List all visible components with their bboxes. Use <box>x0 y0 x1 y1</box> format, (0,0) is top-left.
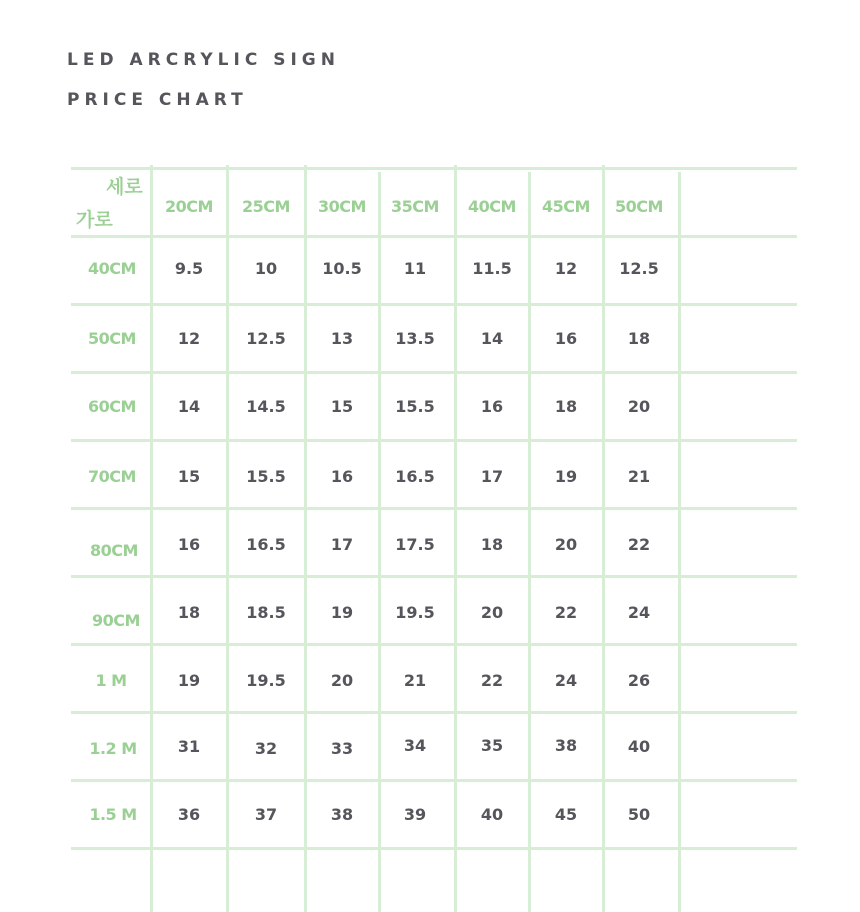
price-cell: 12 <box>554 258 578 278</box>
price-cell: 12.5 <box>619 258 659 278</box>
grid-row-line <box>71 235 797 238</box>
row-header: 60CM <box>88 396 136 416</box>
price-cell: 14.5 <box>246 396 286 416</box>
row-header: 50CM <box>88 328 136 348</box>
price-cell: 19.5 <box>246 670 286 690</box>
price-cell: 16 <box>330 466 354 486</box>
price-cell: 19 <box>330 602 354 622</box>
price-cell: 22 <box>627 534 651 554</box>
price-cell: 19 <box>177 670 201 690</box>
price-cell: 19 <box>554 466 578 486</box>
price-cell: 16 <box>177 534 201 554</box>
price-cell: 22 <box>480 670 504 690</box>
row-header: 40CM <box>88 258 136 278</box>
price-cell: 11 <box>403 258 427 278</box>
price-cell: 36 <box>177 804 201 824</box>
column-header: 25CM <box>242 196 290 216</box>
price-cell: 10 <box>254 258 278 278</box>
row-header: 1.5 M <box>89 804 137 824</box>
row-header: 80CM <box>90 540 138 560</box>
price-cell: 32 <box>254 738 278 758</box>
row-header: 1 M <box>95 670 127 690</box>
column-header: 35CM <box>391 196 439 216</box>
price-cell: 12.5 <box>246 328 286 348</box>
price-cell: 34 <box>403 735 427 755</box>
grid-column-line <box>226 165 229 912</box>
chart-title: LED ARCRYLIC SIGN <box>67 50 340 70</box>
price-cell: 20 <box>627 396 651 416</box>
price-cell: 18 <box>480 534 504 554</box>
chart-subtitle: PRICE CHART <box>67 90 248 110</box>
price-cell: 13 <box>330 328 354 348</box>
price-cell: 16.5 <box>395 466 435 486</box>
price-cell: 39 <box>403 804 427 824</box>
price-cell: 33 <box>330 738 354 758</box>
grid-row-line <box>71 439 797 442</box>
price-cell: 16.5 <box>246 534 286 554</box>
grid-row-line <box>71 779 797 782</box>
column-header: 50CM <box>615 196 663 216</box>
price-cell: 15.5 <box>395 396 435 416</box>
price-cell: 40 <box>627 736 651 756</box>
price-cell: 11.5 <box>472 258 512 278</box>
price-cell: 14 <box>480 328 504 348</box>
price-cell: 9.5 <box>174 258 204 278</box>
price-cell: 24 <box>627 602 651 622</box>
price-cell: 16 <box>554 328 578 348</box>
row-header: 70CM <box>88 466 136 486</box>
price-cell: 40 <box>480 804 504 824</box>
row-header: 90CM <box>92 610 140 630</box>
price-cell: 13.5 <box>395 328 435 348</box>
price-cell: 21 <box>403 670 427 690</box>
column-header: 20CM <box>165 196 213 216</box>
price-cell: 16 <box>480 396 504 416</box>
price-cell: 50 <box>627 804 651 824</box>
grid-row-line <box>71 575 797 578</box>
grid-row-line <box>71 167 797 170</box>
price-cell: 45 <box>554 804 578 824</box>
price-cell: 18 <box>177 602 201 622</box>
price-cell: 15 <box>330 396 354 416</box>
price-cell: 21 <box>627 466 651 486</box>
price-cell: 20 <box>330 670 354 690</box>
grid-row-line <box>71 711 797 714</box>
price-cell: 15 <box>177 466 201 486</box>
price-cell: 18 <box>554 396 578 416</box>
price-cell: 19.5 <box>395 602 435 622</box>
corner-vertical-label: 세로 <box>106 176 143 198</box>
price-cell: 14 <box>177 396 201 416</box>
column-header: 40CM <box>468 196 516 216</box>
price-cell: 35 <box>480 735 504 755</box>
price-cell: 17 <box>330 534 354 554</box>
price-cell: 38 <box>554 735 578 755</box>
row-header: 1.2 M <box>89 738 137 758</box>
price-cell: 20 <box>480 602 504 622</box>
grid-row-line <box>71 643 797 646</box>
column-header: 45CM <box>542 196 590 216</box>
grid-column-line <box>678 172 681 912</box>
column-header: 30CM <box>318 196 366 216</box>
corner-horizontal-label: 가로 <box>76 209 113 231</box>
grid-row-line <box>71 371 797 374</box>
price-cell: 18.5 <box>246 602 286 622</box>
price-cell: 15.5 <box>246 466 286 486</box>
price-cell: 26 <box>627 670 651 690</box>
price-cell: 37 <box>254 804 278 824</box>
grid-row-line <box>71 847 797 850</box>
price-cell: 12 <box>177 328 201 348</box>
price-cell: 22 <box>554 602 578 622</box>
price-cell: 20 <box>554 534 578 554</box>
price-cell: 38 <box>330 804 354 824</box>
price-cell: 24 <box>554 670 578 690</box>
price-cell: 17.5 <box>395 534 435 554</box>
price-cell: 17 <box>480 466 504 486</box>
price-cell: 31 <box>177 736 201 756</box>
grid-row-line <box>71 507 797 510</box>
price-cell: 10.5 <box>322 258 362 278</box>
grid-row-line <box>71 303 797 306</box>
price-cell: 18 <box>627 328 651 348</box>
